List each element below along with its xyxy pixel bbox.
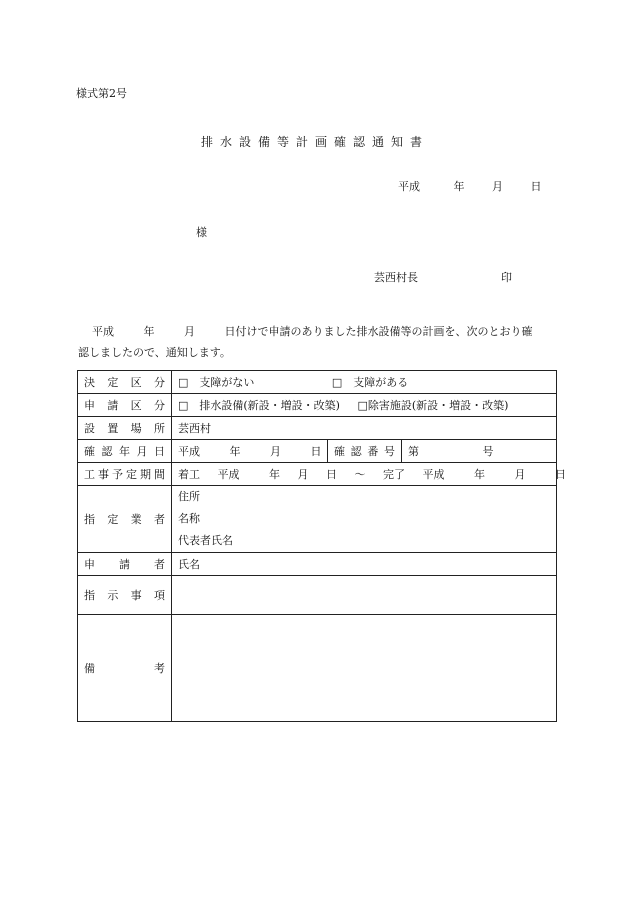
instructions-value[interactable]: [172, 576, 557, 615]
row-label-remarks: 備考: [78, 615, 172, 722]
notice-paragraph-line2: 認しましたので、通知します。: [78, 346, 231, 359]
row-label-confirm-date: 確認年月日: [78, 440, 172, 463]
option-no-issue[interactable]: □ 支障がない: [178, 376, 255, 389]
table-row: [78, 394, 557, 417]
form-number: 様式第2号: [76, 87, 127, 100]
end-year: 年: [474, 468, 485, 481]
date-month: 月: [492, 180, 503, 193]
row-label-confirm-number: 確認番号: [328, 440, 402, 463]
addressee-suffix: 様: [196, 226, 207, 239]
confirm-number-prefix: 第: [408, 445, 419, 458]
date-line: [398, 178, 542, 194]
contractor-representative-label: 代表者氏名: [178, 534, 233, 547]
confirm-date-month: 月: [270, 445, 281, 458]
start-label: 着工: [178, 468, 200, 481]
option-abatement[interactable]: □除害施設(新設・増設・改築): [357, 399, 509, 412]
application-type-options: [172, 394, 557, 417]
start-era: 平成: [217, 468, 240, 481]
end-label: 完了: [383, 468, 405, 481]
contractor-address-label: 住所: [178, 490, 200, 503]
start-year: 年: [269, 468, 280, 481]
document-title: 排水設備等計画確認通知書: [200, 135, 429, 149]
range-separator: 〜: [354, 468, 366, 481]
notice-paragraph-line1: [92, 320, 533, 344]
table-row: [78, 417, 557, 440]
option-has-issue[interactable]: □ 支障がある: [331, 376, 409, 389]
para-era: 平成: [92, 325, 114, 338]
confirm-number-value: [402, 440, 557, 463]
table-row: [78, 553, 557, 576]
date-day: 日: [530, 180, 542, 193]
row-label-instructions: 指示事項: [78, 576, 172, 615]
end-month: 月: [514, 468, 526, 481]
issuer-name: 芸西村長: [374, 271, 418, 284]
row-label-location: 設置場所: [78, 417, 172, 440]
confirm-date-value: [172, 440, 328, 463]
table-row: [78, 440, 557, 463]
para-year: 年: [143, 325, 155, 338]
table-row: [78, 576, 557, 615]
location-value: 芸西村: [172, 417, 557, 440]
remarks-value[interactable]: [172, 615, 557, 722]
decision-options: [172, 371, 557, 394]
row-label-decision: 決定区分: [78, 371, 172, 394]
para-month: 月: [184, 325, 195, 338]
row-label-applicant: 申請者: [78, 553, 172, 576]
row-label-application-type: 申請区分: [78, 394, 172, 417]
confirm-date-day: 日: [310, 445, 322, 458]
date-year: 年: [453, 180, 465, 193]
issuer: [374, 269, 512, 285]
row-label-contractor: 指定業者: [78, 486, 172, 553]
end-day: 日: [555, 468, 566, 481]
table-row: [78, 371, 557, 394]
confirmation-table: [77, 370, 566, 722]
table-row: [78, 463, 557, 486]
row-label-schedule: 工事予定期間: [78, 463, 172, 486]
seal-mark: 印: [501, 271, 512, 284]
applicant-name-label: 氏名: [172, 553, 557, 576]
confirm-date-year: 年: [229, 445, 241, 458]
start-month: 月: [297, 468, 309, 481]
schedule-value: [172, 463, 566, 486]
start-day: 日: [326, 468, 337, 481]
option-drainage[interactable]: □ 排水設備(新設・増設・改築): [178, 399, 340, 412]
table-row: [78, 486, 557, 553]
para-rest: 日付けで申請のありました排水設備等の計画を、次のとおり確: [224, 325, 533, 338]
confirm-number-suffix: 号: [482, 445, 494, 458]
contractor-name-label: 名称: [178, 512, 200, 525]
table-row: [78, 615, 557, 722]
contractor-value: [172, 486, 557, 553]
date-era: 平成: [398, 180, 420, 193]
end-era: 平成: [422, 468, 445, 481]
confirm-date-era: 平成: [178, 445, 200, 458]
